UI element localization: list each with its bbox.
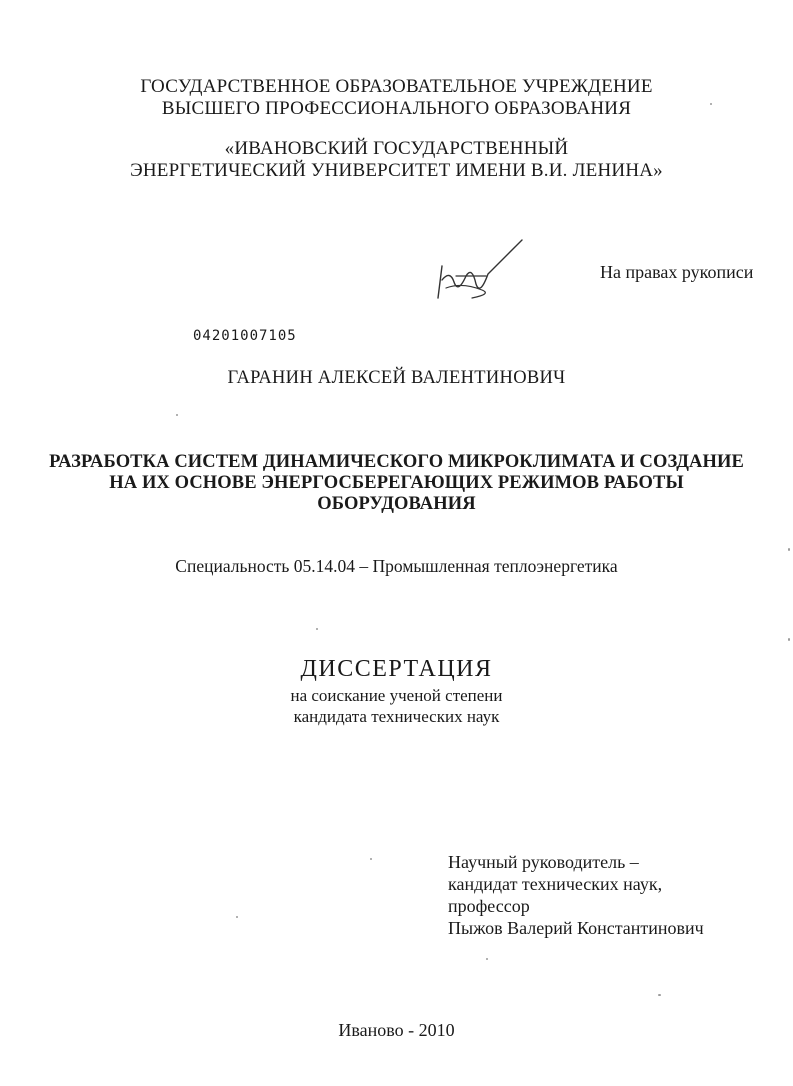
scan-speck bbox=[788, 548, 790, 551]
thesis-title-line-2: НА ИХ ОСНОВЕ ЭНЕРГОСБЕРЕГАЮЩИХ РЕЖИМОВ РАБОТЫ bbox=[109, 473, 684, 493]
city-year: Иваново - 2010 bbox=[338, 1020, 455, 1040]
specialty: Специальность 05.14.04 – Промышленная теплоэнергетика bbox=[175, 556, 618, 576]
institution-line-3: «ИВАНОВСКИЙ ГОСУДАРСТВЕННЫЙ bbox=[224, 138, 569, 159]
author-name: ГАРАНИН АЛЕКСЕЙ ВАЛЕНТИНОВИЧ bbox=[227, 368, 566, 388]
institution-line-4: ЭНЕРГЕТИЧЕСКИЙ УНИВЕРСИТЕТ ИМЕНИ В.И. ЛЕНИНА» bbox=[130, 160, 663, 181]
advisor-degree: кандидат технических наук, bbox=[448, 874, 663, 894]
scan-speck bbox=[788, 638, 790, 641]
scan-speck bbox=[710, 103, 712, 105]
advisor-rank: профессор bbox=[448, 896, 530, 916]
thesis-title-line-1: РАЗРАБОТКА СИСТЕМ ДИНАМИЧЕСКОГО МИКРОКЛИМАТА И СОЗДАНИЕ bbox=[49, 452, 744, 472]
advisor-name: Пыжов Валерий Константинович bbox=[448, 918, 704, 938]
scan-speck bbox=[176, 414, 178, 416]
scan-speck bbox=[236, 916, 238, 918]
scan-speck bbox=[486, 958, 488, 960]
dissertation-line-1: на соискание ученой степени bbox=[290, 686, 503, 705]
dissertation-line-2: кандидата технических наук bbox=[293, 707, 500, 726]
scan-speck bbox=[658, 994, 661, 996]
dissertation-heading: ДИССЕРТАЦИЯ bbox=[300, 656, 493, 682]
advisor-role: Научный руководитель – bbox=[448, 852, 639, 872]
thesis-title-line-3: ОБОРУДОВАНИЯ bbox=[317, 494, 476, 514]
scan-speck bbox=[316, 628, 318, 630]
scan-speck bbox=[370, 858, 372, 860]
signature-icon bbox=[432, 236, 532, 306]
institution-line-1: ГОСУДАРСТВЕННОЕ ОБРАЗОВАТЕЛЬНОЕ УЧРЕЖДЕНИЕ bbox=[140, 76, 653, 97]
catalog-code: 04201007105 bbox=[193, 328, 297, 344]
rights-note: На правах рукописи bbox=[600, 262, 754, 282]
institution-line-2: ВЫСШЕГО ПРОФЕССИОНАЛЬНОГО ОБРАЗОВАНИЯ bbox=[161, 98, 632, 119]
